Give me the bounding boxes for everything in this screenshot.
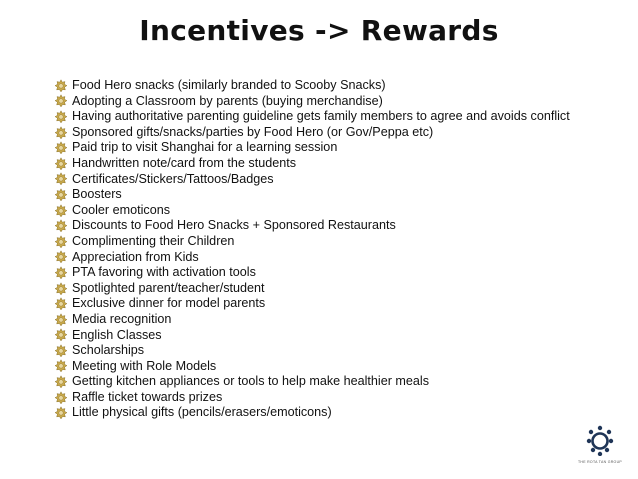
bullet-text: PTA favoring with activation tools <box>72 265 256 280</box>
bullet-item <box>54 109 570 125</box>
gold-star-bullet-icon <box>54 172 68 186</box>
gold-star-bullet-icon <box>54 219 68 233</box>
bullet-item <box>54 405 570 421</box>
bullet-item <box>54 250 570 266</box>
gold-star-bullet-icon <box>54 204 68 218</box>
bullet-text: Media recognition <box>72 311 172 326</box>
bullet-text: Sponsored gifts/snacks/parties by Food Hero (or Gov/Peppa etc) <box>72 124 434 139</box>
bullet-text: Raffle ticket towards prizes <box>72 389 223 404</box>
bullet-item <box>54 374 570 390</box>
gold-star-bullet-icon <box>54 141 68 155</box>
bullet-text: English Classes <box>72 327 162 342</box>
gold-star-bullet-icon <box>54 391 68 405</box>
bullet-text: Cooler emoticons <box>72 202 170 217</box>
bullet-text: Meeting with Role Models <box>72 358 217 373</box>
bullet-text: Adopting a Classroom by parents (buying merchandise) <box>72 93 383 108</box>
slide-title: Incentives -> Rewards <box>139 14 499 47</box>
bullet-item <box>54 265 570 281</box>
gold-star-bullet-icon <box>54 313 68 327</box>
bullet-item <box>54 125 570 141</box>
bullet-text: Spotlighted parent/teacher/student <box>72 280 265 295</box>
bullet-text: Exclusive dinner for model parents <box>72 296 266 311</box>
bullet-item <box>54 390 570 406</box>
bullet-text: Food Hero snacks (similarly branded to Scooby Snacks) <box>72 78 386 92</box>
bullet-item <box>54 94 570 110</box>
gold-star-bullet-icon <box>54 235 68 249</box>
gold-star-bullet-icon <box>54 282 68 296</box>
logo-text: THE ROTA TAN GROUP <box>577 460 623 464</box>
bullet-item <box>54 312 570 328</box>
bullet-item <box>54 203 570 219</box>
gold-star-bullet-icon <box>54 157 68 171</box>
bullet-item <box>54 187 570 203</box>
bullet-item <box>54 172 570 188</box>
company-logo <box>572 424 628 472</box>
gold-star-bullet-icon <box>54 297 68 311</box>
gold-star-bullet-icon <box>54 359 68 373</box>
bullet-text: Scholarships <box>72 343 145 358</box>
bullet-text: Getting kitchen appliances or tools to help make healthier meals <box>72 374 430 389</box>
gold-star-bullet-icon <box>54 94 68 108</box>
gold-star-bullet-icon <box>54 188 68 202</box>
bullet-list <box>54 78 570 421</box>
bullet-item <box>54 328 570 344</box>
bullet-item <box>54 234 570 250</box>
bullet-item <box>54 296 570 312</box>
bullet-item <box>54 140 570 156</box>
bullet-item <box>54 78 570 94</box>
bullet-item <box>54 359 570 375</box>
bullet-text: Paid trip to visit Shanghai for a learning session <box>72 140 338 155</box>
bullet-text: Certificates/Stickers/Tattoos/Badges <box>72 171 274 186</box>
bullet-text: Boosters <box>72 187 122 202</box>
bullet-item <box>54 343 570 359</box>
gold-star-bullet-icon <box>54 266 68 280</box>
gold-star-bullet-icon <box>54 406 68 420</box>
bullet-text: Complimenting their Children <box>72 233 235 248</box>
bullet-text: Having authoritative parenting guideline gets family members to agree and avoids conflict <box>72 109 570 124</box>
bullet-text: Little physical gifts (pencils/erasers/emoticons) <box>72 405 332 420</box>
bullet-text: Appreciation from Kids <box>72 249 199 264</box>
bullet-text: Handwritten note/card from the students <box>72 155 297 170</box>
bullet-item <box>54 156 570 172</box>
gold-star-bullet-icon <box>54 250 68 264</box>
gold-star-bullet-icon <box>54 375 68 389</box>
gold-star-bullet-icon <box>54 126 68 140</box>
gold-star-bullet-icon <box>54 344 68 358</box>
gold-star-bullet-icon <box>54 79 68 93</box>
gold-star-bullet-icon <box>54 110 68 124</box>
bullet-item <box>54 218 570 234</box>
logo-mark-icon <box>586 424 614 456</box>
bullet-item <box>54 281 570 297</box>
gold-star-bullet-icon <box>54 328 68 342</box>
bullet-text: Discounts to Food Hero Snacks + Sponsored Restaurants <box>72 218 396 233</box>
